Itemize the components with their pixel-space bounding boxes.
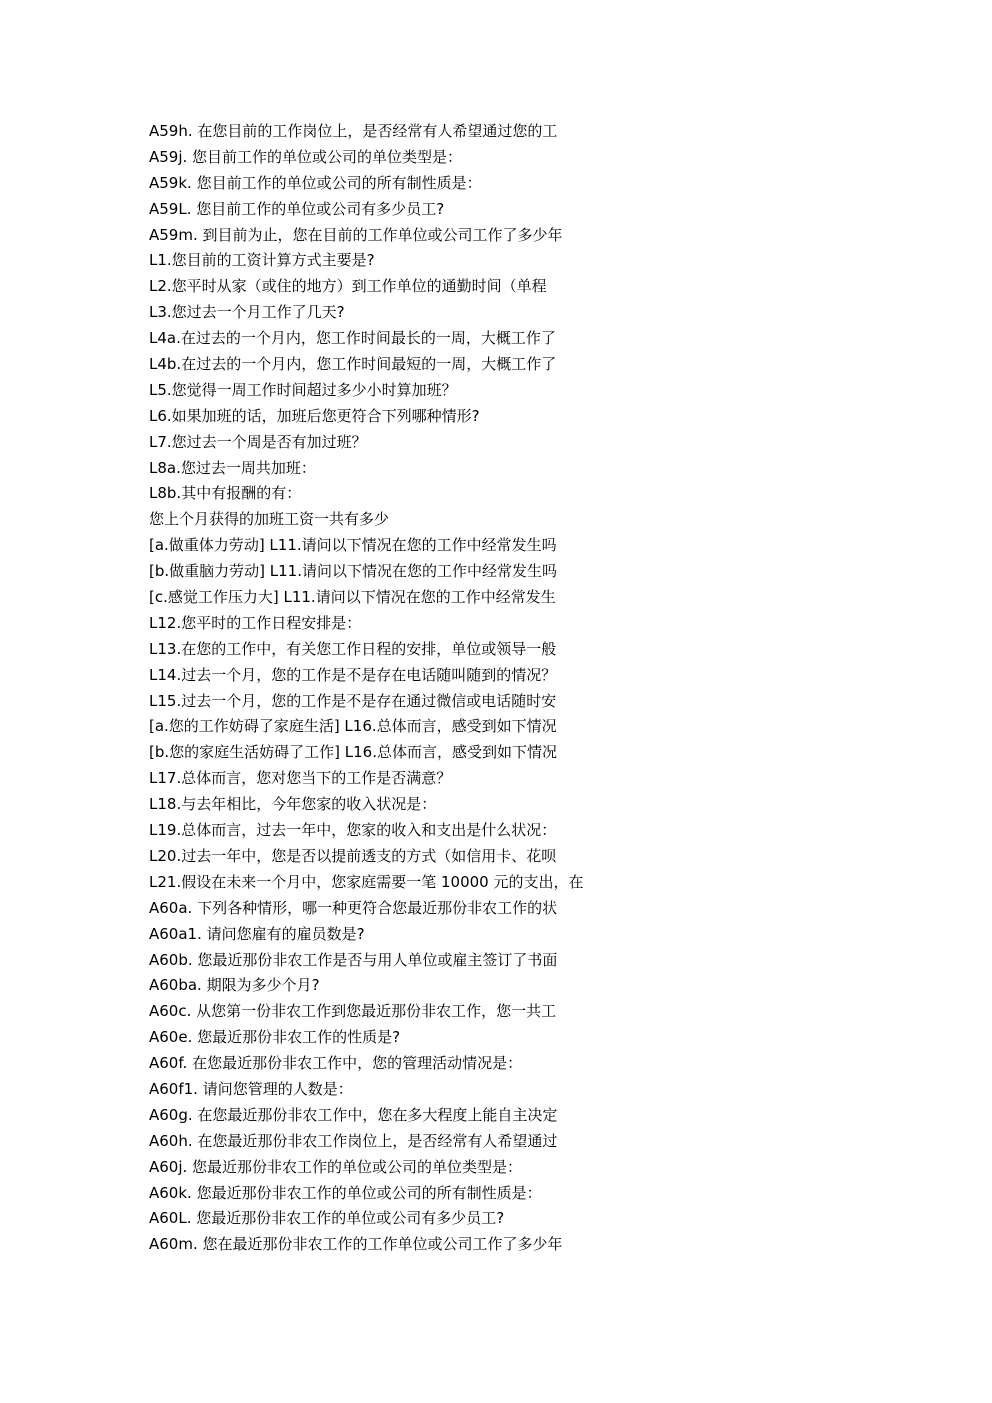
question-line: [b.做重脑力劳动] L11.请问以下情况在您的工作中经常发生吗 (149, 562, 557, 581)
question-line: L12.您平时的工作日程安排是： (149, 613, 362, 632)
question-line: [a.做重体力劳动] L11.请问以下情况在您的工作中经常发生吗 (149, 536, 557, 555)
question-line: L4a.在过去的一个月内，您工作时间最长的一周，大概工作了 (149, 329, 556, 348)
question-line: L6.如果加班的话，加班后您更符合下列哪种情形? (149, 406, 480, 425)
question-line: A59L. 您目前工作的单位或公司有多少员工? (149, 199, 445, 218)
question-line: A60j. 您最近那份非农工作的单位或公司的单位类型是： (149, 1157, 523, 1176)
question-line: L5.您觉得一周工作时间超过多少小时算加班？ (149, 380, 457, 399)
question-line: L2.您平时从家（或住的地方）到工作单位的通勤时间（单程 (149, 277, 547, 296)
question-line: L4b.在过去的一个月内，您工作时间最短的一周，大概工作了 (149, 355, 557, 374)
question-line: L17.总体而言，您对您当下的工作是否满意？ (149, 769, 452, 788)
question-line: A60k. 您最近那份非农工作的单位或公司的所有制性质是： (149, 1183, 542, 1202)
question-line: L18.与去年相比，今年您家的收入状况是： (149, 795, 437, 814)
question-list (149, 119, 669, 1258)
question-line: A60f. 在您最近那份非农工作中，您的管理活动情况是： (149, 1054, 523, 1073)
question-line: L1.您目前的工资计算方式主要是? (149, 251, 375, 270)
question-line: 您上个月获得的加班工资一共有多少 (149, 510, 390, 529)
question-line: A59h. 在您目前的工作岗位上，是否经常有人希望通过您的工 (149, 122, 558, 140)
question-line: L8a.您过去一周共加班： (149, 458, 316, 477)
question-line: A59m. 到目前为止，您在目前的工作单位或公司工作了多少年 (149, 225, 563, 244)
question-line: L14.过去一个月，您的工作是不是存在电话随叫随到的情况？ (149, 665, 557, 684)
question-line: L13.在您的工作中，有关您工作日程的安排，单位或领导一般 (149, 639, 557, 658)
question-line: [a.您的工作妨碍了家庭生活] L16.总体而言，感受到如下情况 (149, 717, 557, 736)
question-line: [c.感觉工作压力大] L11.请问以下情况在您的工作中经常发生 (149, 588, 556, 607)
question-line: A60e. 您最近那份非农工作的性质是? (149, 1028, 401, 1047)
question-line: A60m. 您在最近那份非农工作的工作单位或公司工作了多少年 (149, 1235, 563, 1254)
question-line: L3.您过去一个月工作了几天? (149, 303, 345, 322)
question-line: L8b.其中有报酬的有： (149, 484, 302, 503)
question-line: A60L. 您最近那份非农工作的单位或公司有多少员工? (149, 1209, 505, 1228)
question-line: A60f1. 请问您管理的人数是： (149, 1079, 353, 1098)
question-line: A59k. 您目前工作的单位或公司的所有制性质是： (149, 173, 482, 192)
question-line: L19.总体而言，过去一年中，您家的收入和支出是什么状况： (149, 821, 557, 840)
question-line: A60ba. 期限为多少个月? (149, 976, 320, 995)
question-line: A60a1. 请问您雇有的雇员数是? (149, 924, 365, 943)
question-line: A60b. 您最近那份非农工作是否与用人单位或雇主签订了书面 (149, 950, 558, 969)
question-line: A60a. 下列各种情形，哪一种更符合您最近那份非农工作的状 (149, 898, 558, 917)
question-line: [b.您的家庭生活妨碍了工作] L16.总体而言，感受到如下情况 (149, 743, 557, 762)
question-line: L7.您过去一个周是否有加过班？ (149, 432, 367, 451)
question-line: L15.过去一个月，您的工作是不是存在通过微信或电话随时安 (149, 691, 557, 710)
question-line: A60g. 在您最近那份非农工作中，您在多大程度上能自主决定 (149, 1105, 558, 1124)
question-line: L20.过去一年中，您是否以提前透支的方式（如信用卡、花呗 (149, 846, 557, 865)
question-line: L21.假设在未来一个月中，您家庭需要一笔 10000 元的支出，在 (149, 872, 584, 891)
question-line: A59j. 您目前工作的单位或公司的单位类型是： (149, 147, 463, 166)
question-line: A60c. 从您第一份非农工作到您最近那份非农工作，您一共工 (149, 1002, 557, 1021)
question-line: A60h. 在您最近那份非农工作岗位上，是否经常有人希望通过 (149, 1131, 558, 1150)
